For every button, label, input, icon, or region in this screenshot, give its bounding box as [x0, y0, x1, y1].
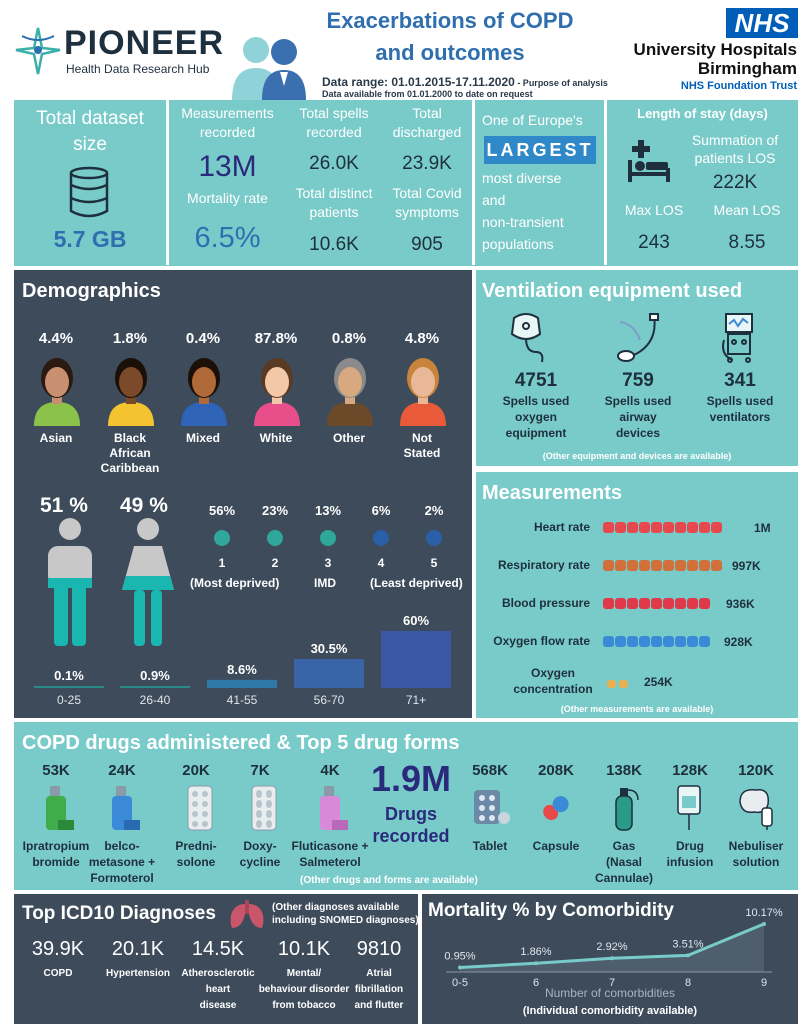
clinicians-illustration-icon: [218, 30, 318, 100]
drug-form-name: (Nasal: [605, 855, 643, 869]
europe-line2: most diverse: [482, 170, 562, 186]
ventilation-value: 341: [724, 370, 756, 391]
gas-cylinder-icon: [604, 784, 644, 832]
icd-label: behaviour disorder: [258, 984, 350, 995]
icd-label: disease: [199, 1000, 237, 1011]
spells-label-line2: recorded: [306, 124, 362, 140]
dataset-size-value: 5.7 GB: [53, 226, 127, 252]
x-tick-label: 6: [532, 977, 540, 989]
pioneer-logo-icon: [14, 26, 62, 76]
measurement-unit-icon: [615, 560, 626, 571]
los-sum-label-line2: patients LOS: [694, 150, 776, 166]
purpose-note: - Purpose of analysis: [514, 78, 608, 88]
drugs-title: COPD drugs administered & Top 5 drug forms: [22, 732, 460, 754]
imd-dot: [214, 530, 230, 546]
los-mean-label: Mean LOS: [713, 202, 781, 218]
measurement-unit-icon: [627, 560, 638, 571]
icd-label: Mental/: [286, 968, 322, 979]
data-point: [458, 966, 462, 970]
inhaler-icon: [314, 784, 354, 832]
measurement-unit-icon: [603, 522, 614, 533]
age-bar-pct: 0.1%: [54, 668, 84, 683]
ethnicity-pct: 0.8%: [331, 330, 367, 347]
age-bar: [34, 686, 104, 688]
drug-form-count: 208K: [538, 762, 574, 779]
discharged-label-line1: Total: [412, 105, 442, 121]
icd-value: 14.5K: [191, 938, 245, 960]
data-point: [534, 961, 538, 965]
measurement-row: [478, 520, 798, 540]
drug-form-count: 128K: [672, 762, 708, 779]
ventilation-label: Spells used: [604, 394, 672, 408]
measurement-unit-icon: [699, 598, 710, 609]
ethnicity-label: Other: [332, 431, 365, 445]
measurement-unit-icon: [687, 598, 698, 609]
patients-label-line2: patients: [309, 204, 359, 220]
age-band-label: 56-70: [313, 693, 345, 707]
patients-label-line1: Total distinct: [295, 185, 373, 201]
los-mean-value: 8.55: [728, 232, 766, 253]
female-pct: 49 %: [120, 494, 168, 517]
ethnicity-pct: 1.8%: [112, 330, 148, 347]
age-band-label: 26-40: [139, 693, 171, 707]
person-avatar-icon: [325, 356, 375, 426]
measurement-unit-icon: [615, 522, 626, 533]
imd-dot: [320, 530, 336, 546]
age-bar-pct: 30.5%: [310, 641, 348, 657]
measurements-note: (Other measurements are available): [560, 704, 714, 714]
covid-value: 905: [411, 234, 443, 255]
ethnicity-label: White: [259, 431, 293, 445]
discharged-label-line2: discharged: [392, 124, 462, 140]
los-max-label: Max LOS: [624, 202, 684, 218]
x-tick-label: 0-5: [452, 977, 468, 989]
drug-form-name: Gas: [612, 839, 636, 853]
imd-least-label: (Least deprived): [370, 576, 463, 590]
imd-label: IMD: [314, 576, 336, 590]
icd-value: 20.1K: [111, 938, 165, 960]
capsule-icon: [536, 784, 576, 832]
person-avatar-icon: [106, 356, 156, 426]
ventilation-label: Spells used: [502, 394, 570, 408]
age-band-label: 71+: [405, 693, 427, 707]
measurement-unit-icon: [603, 598, 614, 609]
drug-form-name: Tablet: [472, 839, 508, 853]
imd-pct: 2%: [424, 503, 444, 518]
org-name-line2: Birmingham: [697, 59, 797, 78]
ethnicity-label: Stated: [403, 446, 441, 460]
drug-name: bromide: [32, 855, 80, 869]
measurement-unit-icon: [603, 636, 614, 647]
data-label: 10.17%: [745, 907, 783, 919]
measurement-unit-icon: [675, 636, 686, 647]
database-icon: [68, 166, 110, 218]
drug-name: cycline: [239, 855, 281, 869]
drug-name: metasone +: [88, 855, 156, 869]
discharged-value: 23.9K: [402, 153, 452, 174]
measurement-value: 936K: [726, 597, 755, 611]
page-title-line1: Exacerbations of COPD: [326, 8, 574, 33]
measurement-icons: [603, 598, 710, 609]
imd-number: 5: [430, 556, 438, 570]
x-tick-label: 9: [760, 977, 768, 989]
covid-label-line2: symptoms: [395, 204, 459, 220]
largest-badge: LARGEST: [484, 136, 596, 164]
drug-name: Predni-: [175, 839, 217, 853]
ventilation-label: devices: [615, 426, 661, 440]
data-label: 3.51%: [672, 938, 704, 951]
person-avatar-icon: [398, 356, 448, 426]
ethnicity-label: Black: [113, 431, 147, 445]
imd-number: 1: [218, 556, 226, 570]
spells-label-line1: Total spells: [299, 105, 369, 121]
age-bar-pct: 60%: [402, 613, 430, 628]
drugs-total-label-line1: Drugs: [384, 804, 437, 824]
drug-name: Formoterol: [90, 871, 154, 885]
age-band-chart: [14, 600, 472, 718]
drugs-total-value: 1.9M: [370, 758, 452, 799]
pill-pack-icon: [244, 784, 284, 832]
mortality-label: Mortality rate: [187, 190, 268, 206]
age-bar: [294, 659, 364, 688]
drug-name: belco-: [104, 839, 140, 853]
measurement-unit-icon: [663, 522, 674, 533]
age-bar: [381, 631, 451, 688]
ventilator-icon: [718, 310, 758, 364]
drug-form-name: solution: [732, 855, 780, 869]
measurement-value: 928K: [724, 635, 753, 649]
data-availability: Data available from 01.01.2000 to date on request: [322, 89, 533, 99]
ventilation-label: oxygen: [514, 410, 557, 424]
measurements-value: 13M: [198, 150, 257, 183]
drug-count: 20K: [182, 762, 210, 779]
age-band-label: 41-55: [226, 693, 258, 707]
oxygen-concentration-label-line2: concentration: [513, 682, 593, 696]
person-avatar-icon: [252, 356, 302, 426]
brand-subtitle: Health Data Research Hub: [66, 62, 210, 76]
los-sum-value: 222K: [712, 172, 758, 193]
imd-dot: [426, 530, 442, 546]
drug-name: Salmeterol: [299, 855, 361, 869]
los-title: Length of stay (days): [637, 106, 768, 121]
measurement-unit-icon: [651, 560, 662, 571]
icd-note-line2: including SNOMED diagnoses): [272, 915, 419, 926]
imd-pct: 56%: [208, 503, 236, 518]
measurement-unit-icon: [675, 598, 686, 609]
demographics-title: Demographics: [22, 280, 161, 302]
drug-count: 53K: [42, 762, 70, 779]
imd-number: 2: [271, 556, 279, 570]
age-band-label: 0-25: [56, 693, 82, 707]
x-tick-label: 8: [684, 977, 692, 989]
ventilation-label: Spells used: [706, 394, 774, 408]
imd-dot: [267, 530, 283, 546]
data-point: [762, 922, 766, 926]
data-range: Data range: 01.01.2015-17.11.2020: [322, 75, 515, 89]
measurement-value: 1M: [754, 521, 771, 535]
measurement-unit-icon: [675, 560, 686, 571]
measurement-unit-icon: [675, 522, 686, 533]
measurement-icons: [603, 522, 722, 533]
org-name-line1: University Hospitals: [633, 40, 797, 59]
drugs-total-label-line2: recorded: [372, 826, 450, 846]
measurement-unit-icon: [639, 560, 650, 571]
measurement-row: [478, 596, 798, 616]
chart-xlabel: Number of comorbidities: [544, 986, 676, 1000]
measurement-unit-icon: [699, 522, 710, 533]
drug-name: Doxy-: [243, 839, 277, 853]
ethnicity-pct: 87.8%: [254, 330, 298, 347]
ethnicity-label: Asian: [39, 431, 73, 445]
icd-title: Top ICD10 Diagnoses: [22, 903, 216, 924]
measurement-unit-icon: [663, 560, 674, 571]
measurement-unit-icon: [663, 636, 674, 647]
drug-form-name: Nebuliser: [728, 839, 784, 853]
drug-form-count: 120K: [738, 762, 774, 779]
page-title-line2: and outcomes: [375, 40, 525, 65]
europe-line4: non-transient: [482, 214, 564, 230]
ethnicity-pct: 4.4%: [38, 330, 74, 347]
data-label: 1.86%: [520, 946, 552, 959]
icd-value: 10.1K: [277, 938, 331, 960]
drug-form-count: 138K: [606, 762, 642, 779]
drip-bag-icon: [670, 784, 710, 832]
los-max-value: 243: [638, 232, 670, 253]
measurement-unit-icon: [699, 636, 710, 647]
age-bar-pct: 8.6%: [227, 661, 257, 677]
drug-form-name: Capsule: [532, 839, 580, 853]
measurement-value: 997K: [732, 559, 761, 573]
drug-form-count: 568K: [472, 762, 508, 779]
drug-form-name: Drug: [676, 839, 704, 853]
age-bar-pct: 0.9%: [140, 668, 170, 683]
person-avatar-icon: [32, 356, 82, 426]
drugs-note: (Other drugs and forms are available): [300, 875, 478, 886]
measurement-unit-icon: [639, 598, 650, 609]
measurement-unit-icon: [651, 522, 662, 533]
icd-label: Hypertension: [106, 968, 170, 979]
measurement-unit-icon: [603, 560, 614, 571]
measurement-icons: [603, 560, 722, 571]
divider: [604, 100, 607, 265]
org-trust: NHS Foundation Trust: [680, 80, 797, 92]
oxygen-concentration-value: 254K: [644, 675, 673, 689]
mortality-value: 6.5%: [194, 222, 261, 254]
ventilation-label: airway: [619, 410, 657, 424]
divider: [472, 100, 475, 265]
data-label: 0.95%: [444, 950, 476, 963]
data-label: 2.92%: [596, 941, 628, 954]
nhs-logo: NHS: [726, 8, 798, 38]
measurement-row: [478, 558, 798, 578]
icd-label: Atherosclerotic: [181, 968, 255, 979]
drug-count: 24K: [108, 762, 136, 779]
icd-label: Atrial: [366, 968, 392, 979]
icd-label: fibrillation: [354, 984, 404, 995]
measurement-unit-icon: [627, 522, 638, 533]
measurement-unit-icon: [699, 560, 710, 571]
measurement-unit-icon: [615, 598, 626, 609]
ethnicity-label: Caribbean: [100, 461, 160, 475]
inhaler-icon: [40, 784, 80, 832]
measurement-unit-icon: [651, 598, 662, 609]
brand-name: PIONEER: [64, 24, 225, 62]
oxygen-mask-icon: [506, 312, 546, 364]
ethnicity-label: African: [109, 446, 151, 460]
measurement-unit-icon: [687, 636, 698, 647]
measurement-name: Heart rate: [533, 520, 590, 534]
los-sum-label-line1: Summation of: [691, 132, 779, 148]
europe-line5: populations: [482, 236, 554, 252]
measurement-name: Respiratory rate: [497, 558, 590, 572]
measurement-unit-icon: [663, 598, 674, 609]
ventilation-note: (Other equipment and devices are available): [542, 451, 732, 461]
chart-title: Mortality % by Comorbidity: [428, 900, 674, 921]
drug-name: solone: [176, 855, 216, 869]
europe-line3: and: [482, 192, 506, 208]
ventilation-label: ventilators: [709, 410, 771, 424]
ethnicity-pct: 4.8%: [404, 330, 440, 347]
inhaler-icon: [106, 784, 146, 832]
measurement-unit-icon: [627, 636, 638, 647]
drug-form-name: infusion: [666, 855, 714, 869]
x-tick-label: 7: [608, 977, 616, 989]
airway-device-icon: [614, 312, 662, 364]
lungs-icon: [228, 900, 266, 930]
measurements-title: Measurements: [482, 482, 623, 504]
measurement-unit-icon: [687, 560, 698, 571]
covid-label-line1: Total Covid: [392, 185, 462, 201]
person-avatar-icon: [179, 356, 229, 426]
icd-label: and flutter: [354, 1000, 404, 1011]
male-pct: 51 %: [40, 494, 88, 517]
hospital-bed-icon: [626, 140, 672, 184]
measurement-unit-icon: [711, 522, 722, 533]
drug-name: Ipratropium: [22, 839, 90, 853]
icd-value: 39.9K: [31, 938, 85, 960]
dataset-label-line2: size: [73, 134, 107, 155]
data-point: [610, 956, 614, 960]
patients-value: 10.6K: [309, 234, 359, 255]
europe-line1: One of Europe's: [482, 112, 583, 128]
drug-count: 4K: [320, 762, 340, 779]
icd-label: from tobacco: [272, 1000, 336, 1011]
chart-note: (Individual comorbidity available): [522, 1005, 698, 1017]
ventilation-value: 4751: [514, 370, 558, 391]
measurement-unit-icon: [627, 598, 638, 609]
dataset-label-line1: Total dataset: [36, 108, 144, 129]
measurement-unit-icon: [639, 636, 650, 647]
drug-form-name: Cannulae): [594, 871, 653, 885]
icd-label: heart: [205, 984, 231, 995]
tablet-icon: [470, 784, 510, 832]
measurements-label-line2: recorded: [199, 124, 256, 140]
age-bar: [207, 680, 277, 688]
ethnicity-pct: 0.4%: [185, 330, 221, 347]
imd-pct: 23%: [261, 503, 289, 518]
ethnicity-label: Not: [412, 431, 432, 445]
header: [0, 0, 811, 100]
imd-number: 4: [377, 556, 385, 570]
icd-note-line1: (Other diagnoses available: [272, 902, 400, 913]
measurement-unit-icon: [711, 560, 722, 571]
measurement-unit-icon: [639, 522, 650, 533]
ventilation-value: 759: [622, 370, 654, 391]
nebuliser-icon: [736, 784, 776, 832]
imd-number: 3: [324, 556, 332, 570]
measurement-name: Blood pressure: [501, 596, 590, 610]
ventilation-title: Ventilation equipment used: [482, 280, 743, 302]
measurement-name: Oxygen flow rate: [493, 634, 590, 648]
ventilation-label: equipment: [505, 426, 567, 440]
measurements-label-line1: Measurements: [181, 105, 274, 121]
spells-value: 26.0K: [309, 153, 359, 174]
measurement-icons: [603, 636, 710, 647]
measurement-unit-icon: [651, 636, 662, 647]
data-point: [686, 953, 690, 957]
drug-name: Fluticasone +: [291, 839, 369, 853]
measurement-unit-icon: [615, 636, 626, 647]
imd-most-label: (Most deprived): [190, 576, 280, 590]
icd-value: 9810: [356, 938, 402, 960]
oxygen-concentration-icons: [606, 676, 632, 686]
oxygen-concentration-label-line1: Oxygen: [530, 666, 575, 680]
imd-pct: 13%: [314, 503, 342, 518]
measurement-unit-icon: [687, 522, 698, 533]
age-bar: [120, 686, 190, 688]
drug-count: 7K: [250, 762, 270, 779]
measurement-row: [478, 634, 798, 654]
imd-dot: [373, 530, 389, 546]
imd-pct: 6%: [371, 503, 391, 518]
pill-pack-icon: [180, 784, 220, 832]
ethnicity-label: Mixed: [185, 431, 220, 445]
icd-label: COPD: [43, 968, 73, 979]
